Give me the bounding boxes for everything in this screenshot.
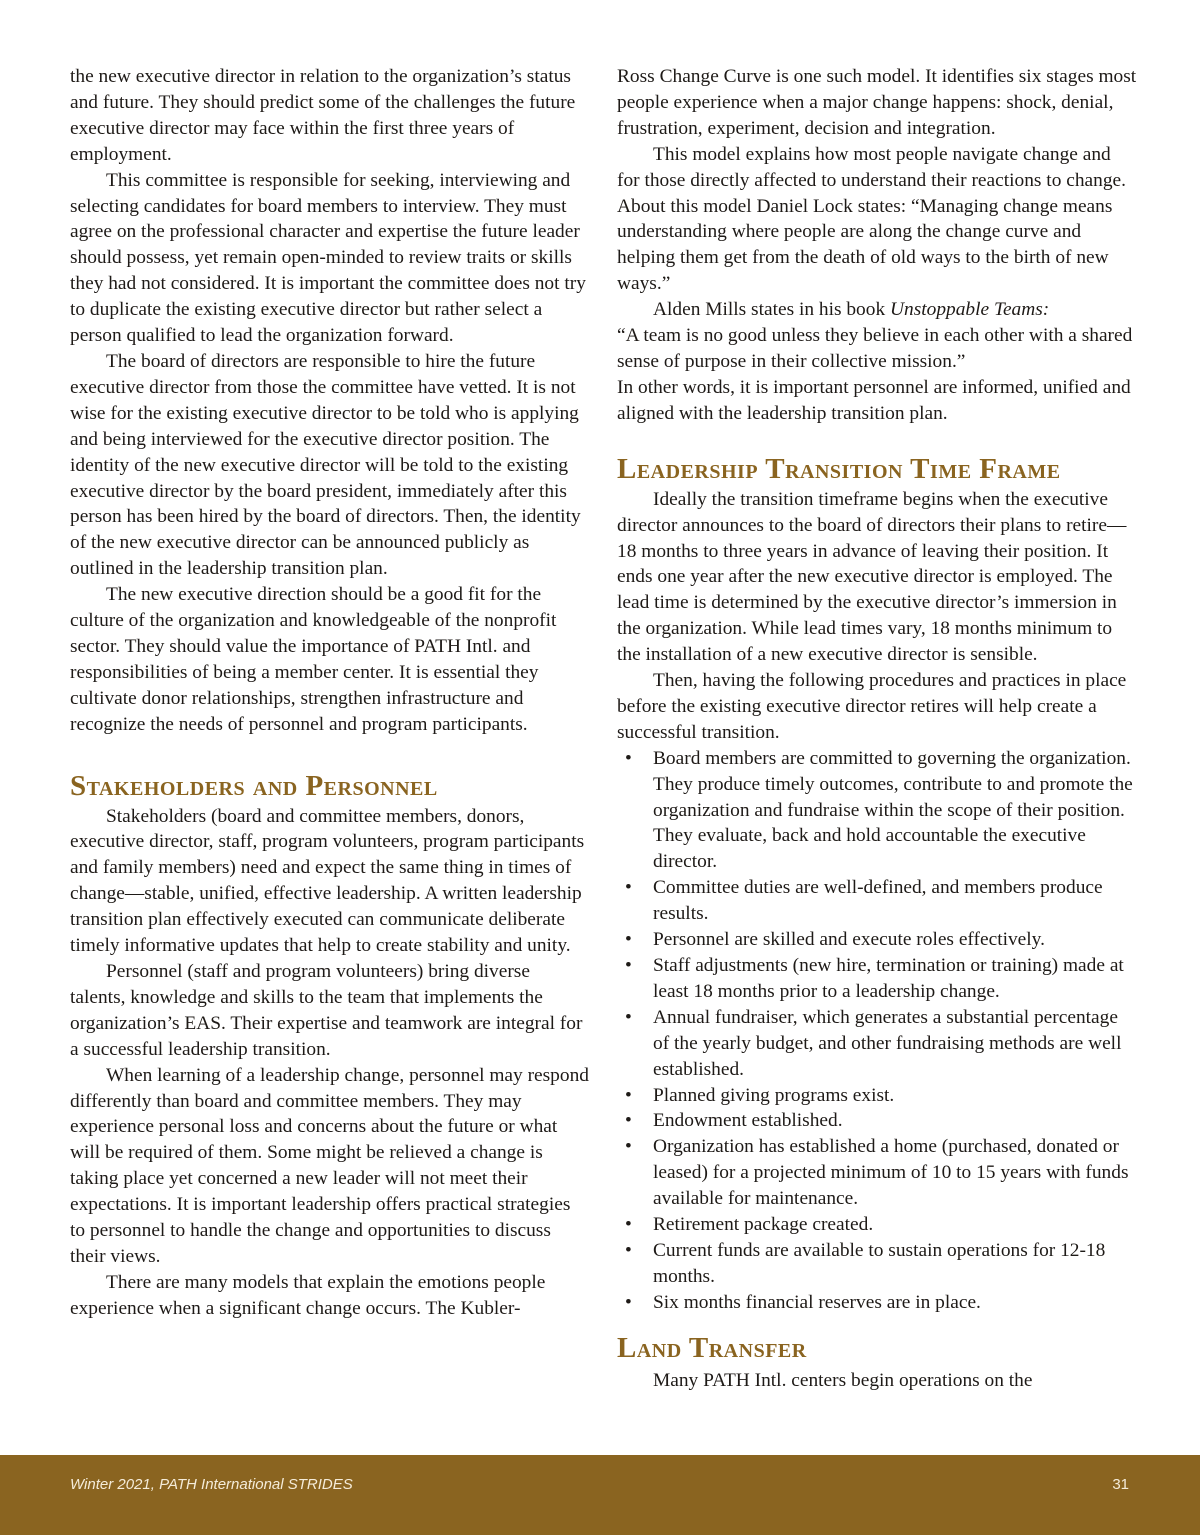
- list-item: [617, 875, 1137, 927]
- page-footer: [0, 1455, 1200, 1535]
- list-item-text: Planned giving programs exist.: [653, 1084, 895, 1106]
- list-item-text: Endowment established.: [653, 1110, 843, 1132]
- list-item: [617, 1290, 1137, 1316]
- section-heading-stakeholders: Stakeholders and Personnel: [70, 769, 438, 802]
- list-item: [617, 1083, 1137, 1109]
- list-item: [617, 1212, 1137, 1238]
- list-item-text: Organization has established a home (purchased, donated or leased) for a projected minimum of 10 to 15 years with funds available for maintenance.: [653, 1136, 1129, 1210]
- paragraph-book-quote: [617, 297, 1137, 323]
- right-column: [617, 64, 1137, 1394]
- paragraph: The new executive direction should be a good fit for the culture of the organization and knowledgeable of the nonprofit sector. They should value the importance of PATH Intl. and responsibilities of being a member center. It is essential they cultivate donor relationships, strengthen infrastructure and recognize the needs of personnel and program participants.: [70, 584, 557, 735]
- paragraph-quote: “A team is no good unless they believe in each other with a shared sense of purpose in their collective mission.”: [617, 325, 1133, 372]
- paragraph: This model explains how most people navigate change and for those directly affected to understand their reactions to change. About this model Daniel Lock states: “Managing change means understanding where people are along the change curve and helping them get from the death of old ways to the birth of new ways.”: [617, 143, 1126, 295]
- book-title: Unstoppable Teams:: [890, 299, 1050, 321]
- list-item-text: Staff adjustments (new hire, termination or training) made at least 18 months prior to a leadership change.: [653, 955, 1124, 1002]
- paragraph: Ideally the transition timeframe begins when the executive director announces to the board of directors their plans to retire—18 months to three years in advance of leaving their position. It ends one year after the new executive director is employed. The lead time is determined by the executive director’s immersion in the organization. While lead times vary, 18 months minimum to the installation of a new executive director is sensible.: [617, 488, 1127, 666]
- paragraph: When learning of a leadership change, personnel may respond differently than board and committee members. They may experience personal loss and concerns about the future or what will be required of them. Some might be relieved a change is taking place yet concerned a new leader will not meet their expectations. It is important leadership offers practical strategies to personnel to handle the change and opportunities to discuss their views.: [70, 1064, 589, 1267]
- list-item: [617, 746, 1137, 876]
- bullet-dot-icon: •: [625, 747, 632, 769]
- bullet-dot-icon: •: [625, 1084, 632, 1106]
- issue-label: Winter 2021, PATH International STRIDES: [70, 1476, 353, 1493]
- list-item-text: Six months financial reserves are in place.: [653, 1291, 981, 1313]
- paragraph: Many PATH Intl. centers begin operations on the: [653, 1369, 1033, 1391]
- list-item-text: Annual fundraiser, which generates a substantial percentage of the yearly budget, and other fundraising methods are well established.: [653, 1006, 1122, 1080]
- bullet-dot-icon: •: [625, 955, 632, 976]
- list-item-text: Retirement package created.: [653, 1214, 874, 1236]
- bullet-list: [617, 746, 1137, 1316]
- paragraph: Then, having the following procedures and practices in place before the existing executive director retires will help create a successful transition.: [617, 670, 1127, 743]
- text: Alden Mills states in his book: [653, 299, 890, 321]
- paragraph: Ross Change Curve is one such model. It identifies six stages most people experience when a major change happens: shock, denial, frustration, experiment, decision and integration.: [617, 66, 1137, 139]
- list-item-text: Board members are committed to governing the organization. They produce timely outcomes, contribute to and promote the organization and fundraise within the scope of their position. They evaluate, back and hold accountable the executive director.: [653, 747, 1133, 873]
- paragraph: In other words, it is important personnel are informed, unified and aligned with the leadership transition plan.: [617, 376, 1131, 424]
- bullet-dot-icon: •: [625, 1110, 632, 1132]
- list-item-text: Current funds are available to sustain operations for 12-18 months.: [653, 1239, 1106, 1287]
- bullet-dot-icon: •: [625, 929, 632, 951]
- list-item: [617, 953, 1137, 1005]
- bullet-dot-icon: •: [625, 1136, 632, 1158]
- paragraph: Personnel (staff and program volunteers) bring diverse talents, knowledge and skills to the team that implements the organization’s EAS. Their expertise and teamwork are integral for a successful leadership transition.: [70, 961, 583, 1060]
- bullet-dot-icon: •: [625, 1239, 632, 1261]
- paragraph: There are many models that explain the emotions people experience when a significant change occurs. The Kubler-: [70, 1271, 546, 1319]
- paragraph: The board of directors are responsible to hire the future executive director from those the committee have vetted. It is not wise for the existing executive director to be told who is applying and being interviewed for the executive director position. The identity of the new executive director will be told to the existing executive director by the board president, immediately after this person has been hired by the board of directors. Then, the identity of the new executive director can be announced publicly as outlined in the leadership transition plan.: [70, 350, 581, 580]
- list-item-text: Personnel are skilled and execute roles effectively.: [653, 929, 1045, 951]
- left-column: [70, 64, 590, 1322]
- list-item: [617, 1238, 1137, 1290]
- list-item-text: Committee duties are well-defined, and members produce results.: [653, 877, 1103, 925]
- paragraph: the new executive director in relation to the organization’s status and future. They should predict some of the challenges the future executive director may face within the first three years of employment.: [70, 66, 576, 165]
- list-item: [617, 1005, 1137, 1083]
- page-number: 31: [1112, 1476, 1129, 1493]
- paragraph: This committee is responsible for seeking, interviewing and selecting candidates for board members to interview. They must agree on the professional character and expertise the future leader should possess, yet remain open-minded to review traits or skills they had not considered. It is important the committee does not try to duplicate the existing executive director but rather select a person qualified to lead the organization forward.: [70, 169, 586, 347]
- list-item: [617, 1108, 1137, 1134]
- paragraph: Stakeholders (board and committee members, donors, executive director, staff, program volunteers, program participants and family members) need and expect the same thing in times of change—stable, unified, effective leadership. A written leadership transition plan effectively executed can communicate deliberate timely informative updates that help to create stability and unity.: [70, 805, 585, 957]
- list-item: [617, 1134, 1137, 1212]
- bullet-dot-icon: •: [625, 877, 632, 899]
- list-item: [617, 927, 1137, 953]
- bullet-dot-icon: •: [625, 1006, 632, 1028]
- bullet-dot-icon: •: [625, 1214, 632, 1236]
- bullet-dot-icon: •: [625, 1291, 632, 1313]
- section-heading-time-frame: Leadership Transition Time Frame: [617, 452, 1061, 485]
- section-heading-land-transfer: Land Transfer: [617, 1331, 807, 1364]
